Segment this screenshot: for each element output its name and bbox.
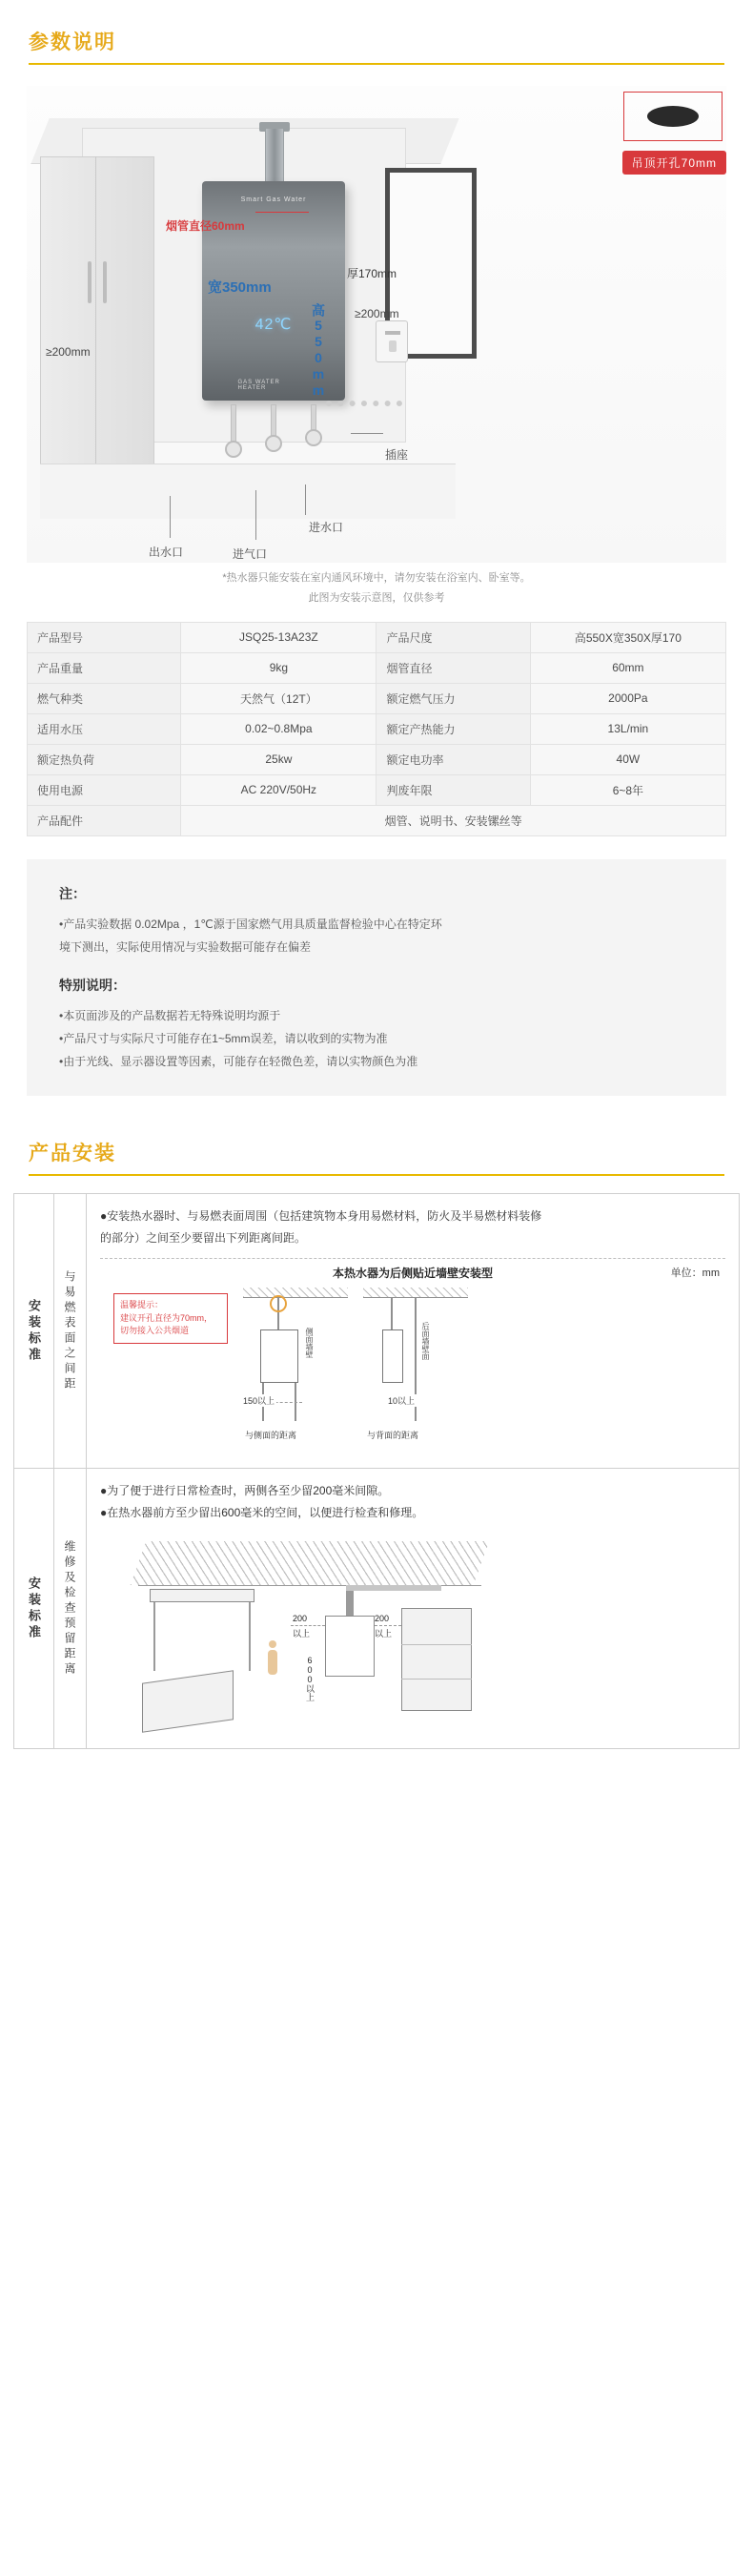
ceiling-hole <box>647 106 699 127</box>
spec-value: 9kg <box>181 652 376 683</box>
install-block-2-side-sub <box>54 1469 87 1748</box>
note-box <box>27 859 726 1096</box>
spec-key: 烟管直径 <box>376 652 530 683</box>
installation-standards <box>13 1193 740 1749</box>
valve-stem-3 <box>311 404 316 431</box>
cabinet-handle-left <box>88 261 92 303</box>
label-socket: 插座 <box>385 448 409 462</box>
label-ceiling-hole: 吊顶开孔70mm <box>622 151 726 175</box>
leader-inlet <box>305 484 306 515</box>
heater-brand-text: Smart Gas Water <box>240 196 307 203</box>
caption-back-wall: 后面墙壁面 <box>421 1322 430 1361</box>
dim-line-2a <box>291 1625 325 1626</box>
footnote-line-1: *热水器只能安装在室内通风环境中，请勿安装在浴室内、卧室等。 <box>222 572 531 584</box>
hatch-ceiling-2 <box>131 1541 490 1585</box>
hatch-ceiling-left <box>243 1288 348 1297</box>
cabinet-divider <box>95 156 96 471</box>
install-block-2-side-title <box>14 1469 54 1748</box>
install-block-2-body <box>87 1469 739 1748</box>
note-title: 注： <box>59 885 86 901</box>
spec-key: 额定产热能力 <box>376 713 530 744</box>
install-text-1b: 的部分）之间至少要留出下列距离间距。 <box>100 1230 307 1245</box>
spec-key: 使用电源 <box>28 774 181 805</box>
table-row <box>28 744 726 774</box>
spec-key: 产品型号 <box>28 622 181 652</box>
cabinet-handle-right <box>103 261 107 303</box>
special-note-1: •本页面涉及的产品数据若无特殊说明均源于 <box>59 1008 281 1022</box>
note-line-1: •产品实验数据 0.02Mpa ，1℃源于国家燃气用具质量监督检验中心在特定环 <box>59 917 442 931</box>
install-block-1-side-title <box>14 1194 54 1469</box>
dim-label-left: 150以上 <box>243 1396 275 1407</box>
table-row <box>28 805 726 835</box>
valve-inlet <box>305 429 322 446</box>
valve-outlet <box>225 441 242 458</box>
dim-200-left-sub: 以上 <box>293 1628 311 1638</box>
side-label-standard-2: 安装标准 <box>27 1576 41 1641</box>
section-title-install: 产品安装 <box>29 1138 724 1176</box>
spec-value: 25kw <box>181 744 376 774</box>
spec-key: 判废年限 <box>376 774 530 805</box>
install-text-2b: ●在热水器前方至少留出600毫米的空间，以便进行检查和修理。 <box>100 1506 424 1520</box>
special-note-title: 特别说明： <box>59 977 126 993</box>
side-label-distance: 与易燃表面之间距 <box>63 1269 76 1392</box>
heater-display: 42℃ <box>254 317 293 333</box>
spec-key: 额定燃气压力 <box>376 683 530 713</box>
label-width: 宽350mm <box>208 279 272 296</box>
spec-key: 额定热负荷 <box>28 744 181 774</box>
floor <box>40 464 456 519</box>
leader-gas <box>255 490 256 540</box>
spec-value: 2000Pa <box>530 683 725 713</box>
heater-box-left <box>260 1329 298 1383</box>
tip-box <box>113 1293 228 1344</box>
label-depth: 厚170mm <box>347 267 397 280</box>
valve-gas <box>265 435 282 452</box>
special-note-2: •产品尺寸与实际尺寸可能存在1~5mm误差，请以收到的实物为准 <box>59 1031 388 1045</box>
note-line-2: 境下测出，实际使用情况与实验数据可能存在偏差 <box>59 939 312 954</box>
spec-value: 13L/min <box>530 713 725 744</box>
flue-pipe <box>265 128 284 185</box>
label-water-outlet: 出水口 <box>149 546 184 559</box>
person-figure <box>268 1650 277 1675</box>
caption-right: 与背面的距离 <box>367 1431 419 1441</box>
spec-value: 6~8年 <box>530 774 725 805</box>
counter-top <box>150 1589 254 1602</box>
install-figure-2 <box>100 1534 725 1739</box>
label-clearance-left: ≥200mm <box>46 345 91 359</box>
table-row <box>28 652 726 683</box>
spec-key: 产品尺度 <box>376 622 530 652</box>
leader-outlet <box>170 496 171 538</box>
spec-key: 适用水压 <box>28 713 181 744</box>
spec-key: 产品重量 <box>28 652 181 683</box>
flexible-hose <box>326 357 402 406</box>
flue-leader-line <box>255 212 309 213</box>
spec-value: AC 220V/50Hz <box>181 774 376 805</box>
tip-line-3: 切勿接入公共烟道 <box>120 1326 190 1336</box>
leader-socket <box>351 433 383 434</box>
label-clearance-right: ≥200mm <box>355 307 399 320</box>
footnote-line-2: 此图为安装示意图，仅供参考 <box>308 591 445 604</box>
caption-side-wall: 侧面墙壁 <box>305 1328 314 1359</box>
ceiling-hole-box <box>623 92 722 141</box>
install-text-1a: ●安装热水器时、与易燃表面周围（包括建筑物本身用易燃材料，防火及半易燃材料装修 <box>100 1208 542 1223</box>
label-height: 高550mm <box>311 303 326 399</box>
product-detail-page <box>0 27 753 1787</box>
special-note-3: •由于光线、显示器设置等因素，可能存在轻微色差，请以实物颜色为准 <box>59 1054 418 1068</box>
dim-label-right: 10以上 <box>388 1396 416 1407</box>
dim-line-2b <box>375 1625 401 1626</box>
side-label-maintenance: 维修及检查预留距离 <box>63 1539 76 1678</box>
spec-key: 额定电功率 <box>376 744 530 774</box>
shelf-1 <box>401 1644 472 1645</box>
dim-600: 600以上 <box>305 1655 315 1701</box>
spec-key: 产品配件 <box>28 805 181 835</box>
cabinet-right-2 <box>401 1608 472 1711</box>
label-flue-diameter: 烟管直径60mm <box>166 219 245 233</box>
spec-value: JSQ25-13A23Z <box>181 622 376 652</box>
table-row <box>28 622 726 652</box>
label-gas-inlet: 进气口 <box>233 547 268 561</box>
spec-value: 0.02~0.8Mpa <box>181 713 376 744</box>
person-head <box>269 1640 276 1648</box>
dimension-illustration <box>27 86 726 563</box>
tip-line-2: 建议开孔直径为70mm， <box>120 1312 214 1323</box>
cabinet <box>40 156 154 471</box>
spec-value: 高550X宽350X厚170 <box>530 622 725 652</box>
spec-key: 燃气种类 <box>28 683 181 713</box>
side-label-standard: 安装标准 <box>27 1298 41 1364</box>
caption-left: 与侧面的距离 <box>245 1431 297 1441</box>
flue-right <box>391 1297 393 1329</box>
dim-200-left: 200 <box>293 1613 308 1623</box>
shelf-2 <box>401 1679 472 1680</box>
counter-leg-2 <box>249 1602 251 1671</box>
spec-value: 60mm <box>530 652 725 683</box>
figure-1-title: 本热水器为后侧贴近墙壁安装型 <box>332 1267 494 1281</box>
heater-box-right <box>382 1329 403 1383</box>
dim-200-right-sub: 以上 <box>375 1628 393 1638</box>
install-block-2 <box>14 1469 739 1748</box>
valve-stem-1 <box>231 404 236 443</box>
spec-value: 40W <box>530 744 725 774</box>
floor-box-2 <box>142 1670 234 1732</box>
heater-bottom-text: GAS WATER HEATER <box>237 380 280 391</box>
spec-table <box>27 622 726 836</box>
ceiling-line-left <box>243 1297 348 1298</box>
table-row <box>28 774 726 805</box>
illustration-footnote <box>0 568 753 608</box>
label-water-inlet: 进水口 <box>309 521 344 534</box>
hole-marker-left <box>270 1295 287 1312</box>
install-block-1-body <box>87 1194 739 1469</box>
install-figure-1 <box>100 1258 725 1458</box>
counter-leg-1 <box>153 1602 155 1671</box>
figure-1-unit: 单位：mm <box>670 1267 720 1280</box>
heater-box-2 <box>325 1616 375 1677</box>
tip-line-1: 温馨提示： <box>120 1300 164 1310</box>
flue-horizontal-2 <box>346 1585 441 1591</box>
install-text-2a: ●为了便于进行日常检查时，两侧各至少留200毫米间隙。 <box>100 1484 390 1498</box>
dim-200-right: 200 <box>375 1613 390 1623</box>
table-row <box>28 713 726 744</box>
hatch-ceiling-right <box>363 1288 468 1297</box>
spec-value: 天然气（12T） <box>181 683 376 713</box>
table-row <box>28 683 726 713</box>
install-block-1 <box>14 1194 739 1470</box>
valve-stem-2 <box>271 404 276 437</box>
section-title-params: 参数说明 <box>29 27 724 65</box>
spec-table-wrap <box>27 622 726 836</box>
spec-value: 烟管、说明书、安装镙丝等 <box>181 805 726 835</box>
install-block-1-side-sub <box>54 1194 87 1469</box>
